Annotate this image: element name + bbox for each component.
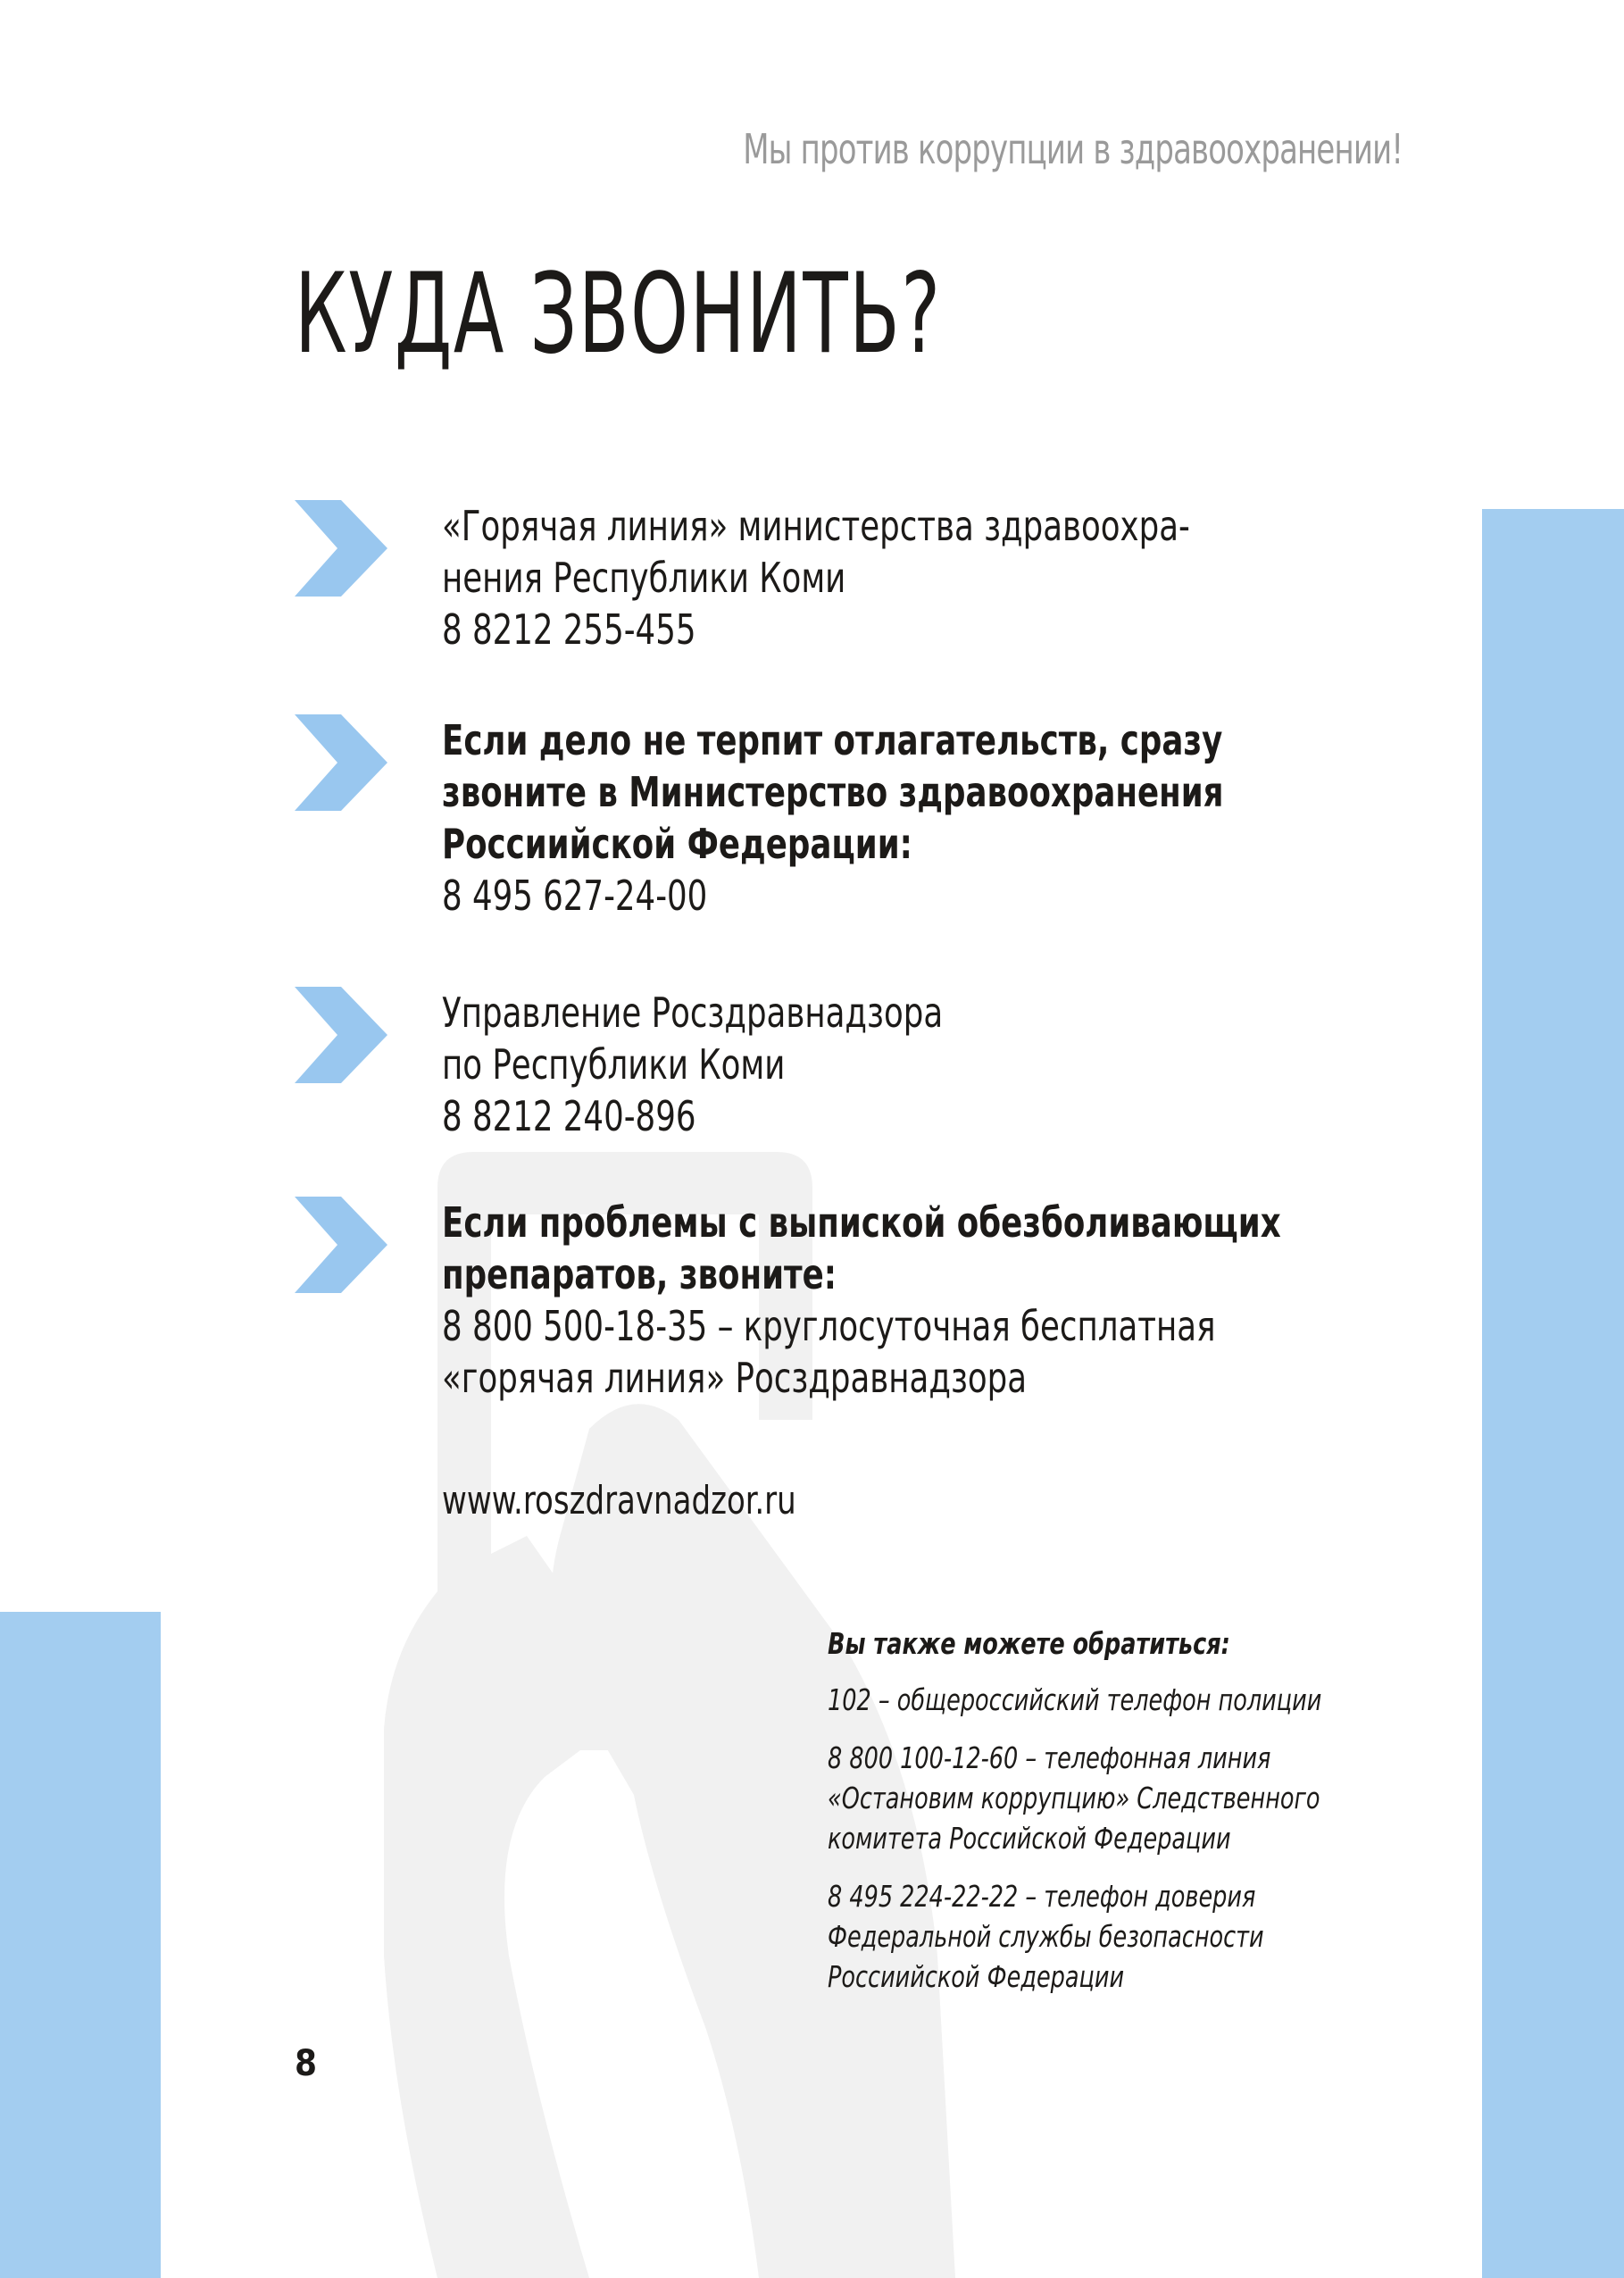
contact-entry-heading-line: препаратов, звоните: [442,1250,837,1298]
also-contact-list [828,1680,1321,1997]
accent-bar-left [0,1612,161,2278]
also-contact-line: 8 495 224-22-22 – телефон доверия [828,1879,1256,1914]
chevron-right-icon [295,1197,387,1293]
contact-entry-line: 8 8212 255-455 [442,605,696,654]
chevron-right-icon [295,500,387,597]
website-link[interactable]: www.roszdravnadzor.ru [442,1478,796,1523]
header-tagline: Мы против коррупции в здравоохранении! [743,125,1403,173]
contact-entry-heading-line: Если дело не терпит отлагательств, сразу [442,716,1223,764]
contact-entry-line: 8 800 500-18-35 – круглосуточная бесплатная [442,1302,1216,1350]
also-contact-heading: Вы также можете обратиться: [828,1626,1230,1661]
page-number: 8 [295,2043,318,2084]
also-contact-item [828,1680,1321,1720]
contact-entry-line: 8 8212 240-896 [442,1092,696,1140]
page-title: КУДА ЗВОНИТЬ? [295,250,942,379]
also-contact-line: 102 – общероссийский телефон полиции [828,1682,1322,1717]
also-contact-line: Россиийской Федерации [828,1959,1125,1994]
also-contact-line: 8 800 100-12-60 – телефонная линия [828,1740,1271,1775]
also-contact-line: комитета Российской Федерации [828,1821,1231,1856]
contact-entry-line: Управление Росздравнадзора [442,989,944,1037]
contact-entry-text [442,987,943,1142]
also-contact-item [828,1738,1321,1858]
contact-entry-line: нения Республики Коми [442,554,846,602]
contact-entry-heading-line: звоните в Министерство здравоохранения [442,768,1224,816]
also-contact-section [828,1623,1321,2015]
contact-entry-line: «горячая линия» Росздравнадзора [442,1354,1028,1402]
contact-entry-text [442,500,1190,655]
accent-bar-right [1482,509,1624,2278]
contact-entry-text [442,714,1223,922]
also-contact-line: Федеральной службы безопасности [828,1919,1264,1954]
chevron-right-icon [295,714,387,811]
contact-entry-heading-line: Россиийской Федерации: [442,820,912,868]
also-contact-line: «Остановим коррупцию» Следственного [828,1781,1320,1815]
also-contact-item [828,1876,1321,1997]
contact-entry-heading-line: Если проблемы с выпиской обезболивающих [442,1198,1281,1247]
contact-entry-line: «Горячая линия» министерства здравоохра- [442,502,1190,550]
contact-entry-text [442,1197,1281,1404]
contact-entry-line: 8 495 627-24-00 [442,872,708,920]
chevron-right-icon [295,987,387,1083]
contact-entry-line: по Республики Коми [442,1040,786,1089]
